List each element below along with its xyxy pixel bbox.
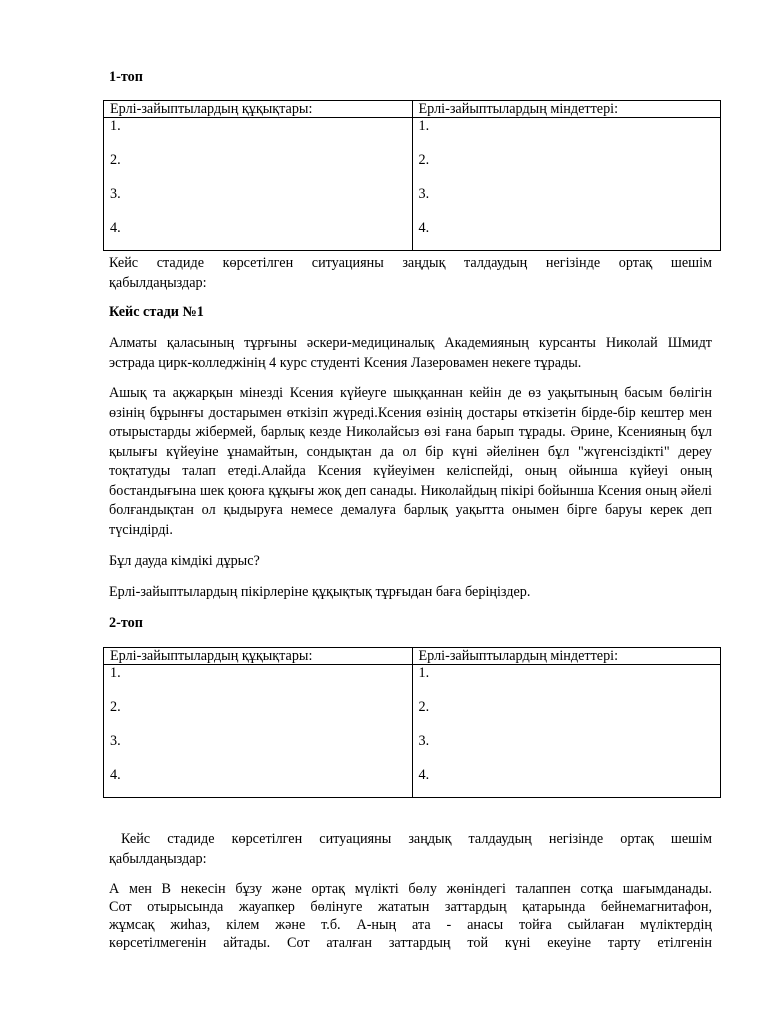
case2-line1: А мен В некесін бұзу және ортақ мүлікті бөлу жөніндегі талаппен сотқа шағымданады. [109,881,712,897]
group2-table [103,647,721,798]
list-item: 3. [110,186,121,202]
list-item: 2. [418,699,430,715]
group1-duties-cell [412,118,721,251]
list-item: 1. [110,665,121,681]
list-item: 1. [418,118,430,134]
list-item: 4. [110,767,121,783]
list-item: 3. [418,186,430,202]
case2-text [109,880,712,952]
group1-task-line2: қабылдаңыздар: [109,274,207,291]
group1-rights-header: Ерлі-зайыптылардың құқықтары: [104,101,413,118]
case2-line3: жұмсақ жиһаз, кілем және т.б. А-ның ата - анасы тойға сыйлаған мүліктердің [109,917,712,933]
group1-task-line1: Кейс стадиде көрсетілген ситуацияны заңдық талдаудың негізінде ортақ шешім [109,255,712,271]
case1-para1: Алматы қаласының тұрғыны әскери-медициналық Академияның курсанты Николай Шмидт эстрада цирк-колледжінің 4 курс студенті Ксения Лазеровамен некеге тұрады. [109,335,712,371]
group2-task [109,830,712,869]
case1-question1: Бұл дауда кімдікі дұрыс? [109,553,260,569]
list-item: 1. [418,665,430,681]
group2-rights-cell [104,665,413,798]
list-item: 4. [418,767,430,783]
list-item: 3. [418,733,430,749]
group1-task [109,254,712,293]
group1-title: 1-топ [109,69,143,85]
group2-task-line1: Кейс стадиде көрсетілген ситуацияны заңдық талдаудың негізінде ортақ шешім [121,831,712,847]
case1-title: Кейс стади №1 [109,304,204,320]
group2-rights-header: Ерлі-зайыптылардың құқықтары: [104,648,413,665]
group1-table [103,100,721,251]
list-item: 4. [110,220,121,236]
case2-line4: көрсетілмегенін айтады. Сот аталған заттардың той күні екеуіне тарту етілгенін [109,935,712,951]
list-item: 2. [110,152,121,168]
group2-duties-header: Ерлі-зайыптылардың міндеттері: [412,648,721,665]
list-item: 2. [110,699,121,715]
list-item: 1. [110,118,121,134]
group2-task-line2: қабылдаңыздар: [109,850,207,867]
case1-para2: Ашық та ақжарқын мінезді Ксения күйеуге шыққаннан кейін де өз уақытының басым бөлігін өзінің бұрынғы достарымен өткізіп жүреді.Ксения өзінің достары өткізетін бірде-бір кештер мен отырыстарды жібермей, барлық кезде Николайсыз өзі ғана барып тұрады. Әрине, Ксенияның бұл қылығы күйеуіне ұнамайтын, сондықтан да ол бір күні әйелінен бұл "жүгенсіздікті" дереу тоқтатуды талап етеді.Алайда Ксения күйеуімен келіспейді, оның ойынша күйеуі оның бостандығына шек қоюға құқығы жоқ деп санады. Николайдың пікірі бойынша Ксения оның әйелі болғандықтан ол қыдыруға немесе демалуға барлық уақытта онымен бірге баруы керек деп түсіндірді. [109,385,712,538]
list-item: 2. [418,152,430,168]
group2-duties-cell [412,665,721,798]
group2-title: 2-топ [109,615,143,631]
group1-rights-cell [104,118,413,251]
case2-line2: Сот отырысында жауапкер бөлінуге жататын заттардың қатарында бейнемагнитафон, [109,899,712,915]
case1-question2: Ерлі-зайыптылардың пікірлеріне құқықтық тұрғыдан баға беріңіздер. [109,584,531,600]
list-item: 4. [418,220,430,236]
list-item: 3. [110,733,121,749]
group1-duties-header: Ерлі-зайыптылардың міндеттері: [412,101,721,118]
